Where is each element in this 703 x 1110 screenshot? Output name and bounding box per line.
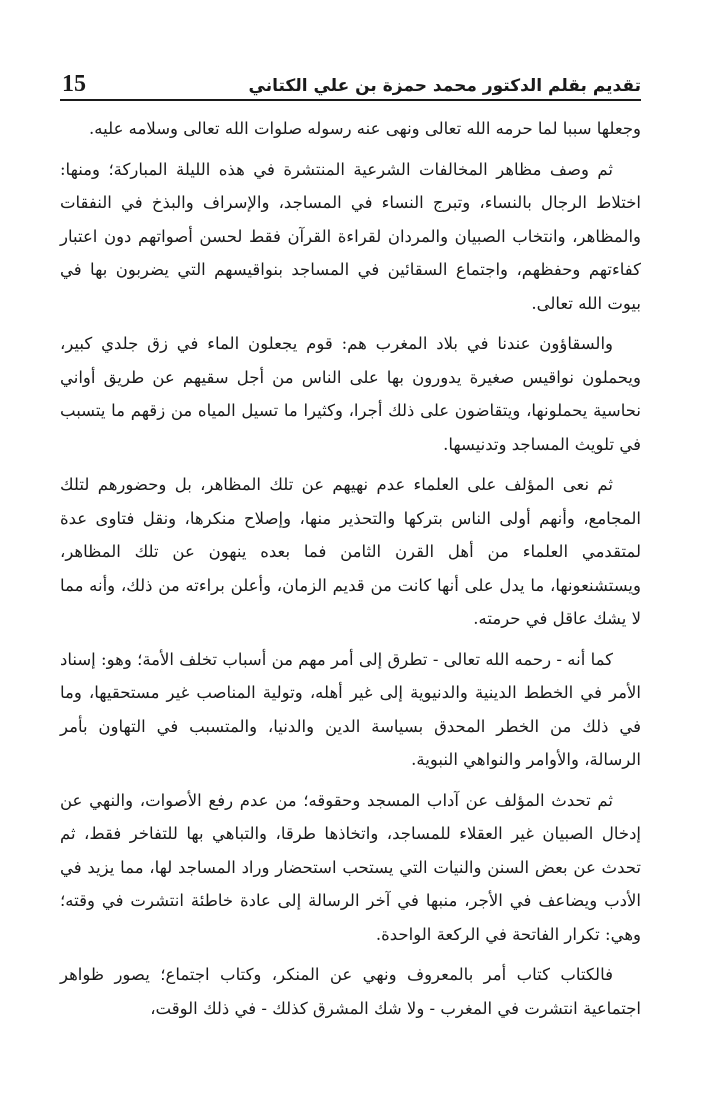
paragraph: ثم تحدث المؤلف عن آداب المسجد وحقوقه؛ من عدم رفع الأصوات، والنهي عن إدخال الصبيان غير العقلاء للمساجد، واتخاذها طرقا، والتباهي بها للتفاخر فقط، ثم تحدث عن بعض السنن والنيات التي يستحب استحضار وراد المساجد لها، مما يزيد في الأدب ويضاعف في الأجر، منبها في آخر الرسالة إلى عادة خاطئة انتشرت في وقته؛ وهي: تكرار الفاتحة في الركعة الواحدة. [60,790,641,944]
page-number: 15 [62,71,86,97]
paragraph: والسقاؤون عندنا في بلاد المغرب هم: قوم يجعلون الماء في زق جلدي كبير، ويحملون نواقيس صغيرة يدورون بها على الناس من أجل سقيهم عن طريق أواني نحاسية يحملونها، ويتقاضون على ذلك أجرا، وكثيرا ما تسيل المياه من زقهم ما يتسبب في تلويث المساجد وتدنيسها. [60,334,641,454]
paragraph: ثم نعى المؤلف على العلماء عدم نهيهم عن تلك المظاهر، بل وحضورهم لتلك المجامع، وأنهم أولى الناس بتركها والتحذير منها، وإصلاح منكرها، ونقل فتاوى عدة لمتقدمي العلماء من أهل القرن الثامن فما بعده ينهون عن تلك المظاهر، ويستشنعونها، ما يدل على أنها كانت من قديم الزمان، وأعلن براءته من ذلك، وأنه مما لا يشك عاقل في حرمته. [60,475,641,628]
paragraph: وجعلها سببا لما حرمه الله تعالى ونهى عنه رسوله صلوات الله تعالى وسلامه عليه. [89,119,641,138]
paragraph: كما أنه - رحمه الله تعالى - تطرق إلى أمر مهم من أسباب تخلف الأمة؛ وهو: إسناد الأمر في الخطط الدينية والدنيوية إلى غير أهله، وتولية المناصب غير مستحقيها، وما في ذلك من الخطر المحدق بسياسة الدين والدنيا، والمتسبب في التهاون بأمر الرسالة، والأوامر والنواهي النبوية. [60,649,641,769]
paragraph: فالكتاب كتاب أمر بالمعروف ونهي عن المنكر، وكتاب اجتماع؛ يصور ظواهر اجتماعية انتشرت في المغرب - ولا شك المشرق كذلك - في ذلك الوقت، [60,965,641,1018]
body-text [60,112,641,1025]
running-header [62,62,641,96]
header-rule [60,99,641,101]
paragraph: ثم وصف مظاهر المخالفات الشرعية المنتشرة في هذه الليلة المباركة؛ ومنها: اختلاط الرجال بالنساء، وتبرج النساء في المساجد، والإسراف والبذخ في النفقات والمظاهر، وانتخاب الصبيان والمردان لقراءة القرآن فقط لحسن أصواتهم دون اعتبار كفاءتهم وحفظهم، واجتماع السقائين في المساجد بنواقيسهم التي يضربون بها في بيوت الله تعالى. [60,159,641,313]
header-title: تقديم بقلم الدكتور محمد حمزة بن علي الكتاني [248,76,641,96]
